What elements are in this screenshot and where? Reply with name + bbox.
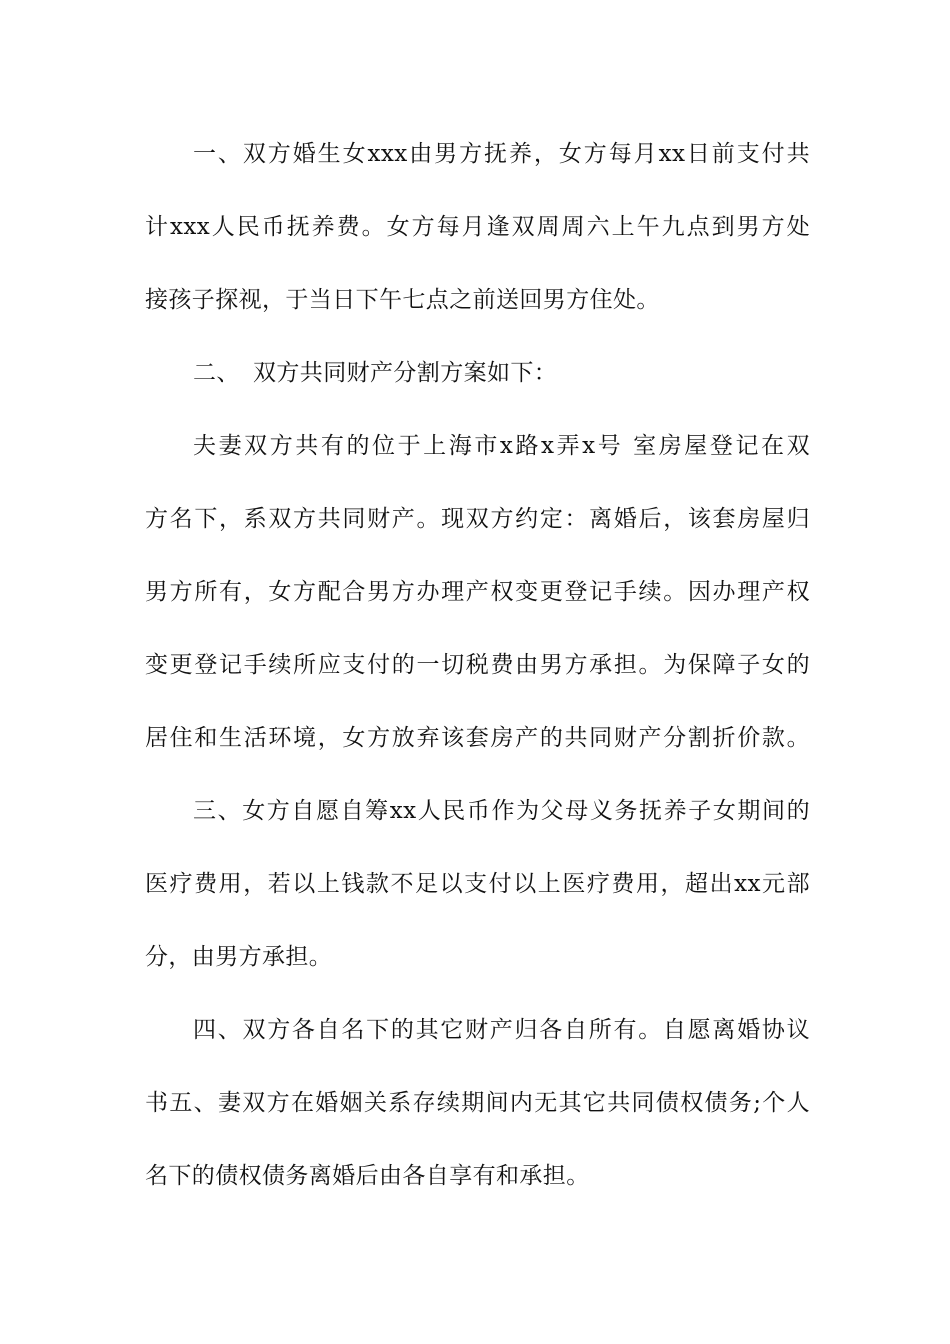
paragraph-4-line-1: 四、双方各自名下的其它财产归各自所有。自愿离婚协议	[193, 1017, 810, 1043]
paragraph-1-line-1: 一、双方婚生女xxx由男方抚养，女方每月xx日前支付共	[193, 141, 810, 167]
section-2-number: 二、	[193, 360, 240, 386]
section-2-heading	[0, 358, 950, 388]
paragraph-4-line-3: 名下的债权债务离婚后由各自享有和承担。	[145, 1163, 590, 1189]
paragraph-2-line-1: 夫妻双方共有的位于上海市x路x弄x号 室房屋登记在双	[193, 433, 810, 459]
paragraph-1-line-3: 接孩子探视，于当日下午七点之前送回男方住处。	[145, 287, 660, 313]
paragraph-2-line-4: 变更登记手续所应支付的一切税费由男方承担。为保障子女的	[145, 652, 810, 678]
paragraph-2-line-2: 方名下，系双方共同财产。现双方约定：离婚后，该套房屋归	[145, 506, 810, 532]
paragraph-2-line-5: 居住和生活环境，女方放弃该套房产的共同财产分割折价款。	[145, 725, 810, 751]
paragraph-3-line-3: 分，由男方承担。	[145, 944, 333, 970]
paragraph-4-line-2: 书五、妻双方在婚姻关系存续期间内无其它共同债权债务;个人	[145, 1090, 810, 1116]
paragraph-2-line-3: 男方所有，女方配合男方办理产权变更登记手续。因办理产权	[145, 579, 810, 605]
paragraph-1-line-2: 计xxx人民币抚养费。女方每月逢双周周六上午九点到男方处	[145, 214, 810, 240]
paragraph-3-line-2: 医疗费用，若以上钱款不足以支付以上医疗费用，超出xx元部	[145, 871, 810, 897]
section-2-title: 双方共同财产分割方案如下：	[253, 360, 558, 386]
paragraph-3-line-1: 三、女方自愿自筹xx人民币作为父母义务抚养子女期间的	[193, 798, 810, 824]
